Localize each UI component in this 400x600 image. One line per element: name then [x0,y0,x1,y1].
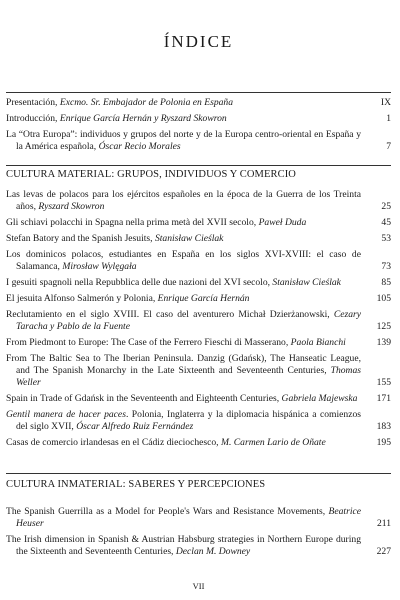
toc-entry-page: 25 [381,201,391,212]
toc-entry [6,506,391,530]
toc-entry-title [6,249,391,273]
toc-entry-page: 155 [376,377,391,388]
toc-entry [6,189,391,213]
toc-entry-author: M. Carmen Lario de Oñate [220,437,326,448]
toc-entry-author: Enrique García Hernán y Ryszard Skowron [59,113,227,124]
toc-entry-text: Stefan Batory and the Spanish Jesuits, [6,233,155,244]
toc-entry-page: 139 [376,337,391,348]
toc-entry-text: Spain in Trade of Gdańsk in the Seventeenth and Eighteenth Centuries, [6,393,282,404]
toc-entry-page: 125 [376,321,391,332]
toc-entry-title [6,233,391,245]
toc-entry [6,309,391,333]
toc-entry-text: I gesuiti spagnoli nella Repubblica delle due nazioni del XVI secolo, [6,277,273,288]
section1-rule [6,165,391,166]
toc-entry-title [6,409,391,433]
front-matter-list [6,97,391,157]
toc-entry-title [6,309,391,333]
section1-heading: CULTURA MATERIAL: GRUPOS, INDIVIDUOS Y COMERCIO [6,169,296,180]
toc-entry-author: Óscar Recio Morales [98,141,181,152]
toc-entry [6,277,391,289]
toc-entry-author: Ryszard Skowron [38,201,105,212]
toc-entry-page: 211 [376,518,391,529]
toc-entry-page: 45 [381,217,391,228]
toc-entry-page: 195 [376,437,391,448]
index-page [6,0,391,600]
toc-entry-text: Los dominicos polacos, estudiantes en España en los siglos XVI-XVIII: el caso de Salamanca, [6,249,361,272]
toc-entry-author: Stanisław Cieślak [154,233,224,244]
toc-entry-text: From The Baltic Sea to The Iberian Peninsula. Danzig (Gdańsk), The Hanseatic League, and The Spanish Monarchy in the Late Sixteenth and Seventeenth Centuries, [6,353,361,376]
toc-entry [6,97,391,109]
toc-entry-text: . Polonia, Inglaterra y la diplomacia hispánica a comienzos del siglo XVII, [16,409,361,432]
toc-entry [6,129,391,153]
toc-entry [6,534,391,558]
toc-entry-page: 105 [376,293,391,304]
toc-entry-author: Thomas Weller [16,365,361,388]
toc-entry-text: Las levas de polacos para los ejércitos españoles en la época de la Guerra de los Treinta años, [6,189,361,212]
toc-entry-text: Presentación, [6,97,60,108]
toc-entry-text: The Spanish Guerrilla as a Model for People's Wars and Resistance Movements, [6,506,329,517]
section2-heading: CULTURA INMATERIAL: SABERES Y PERCEPCIONES [6,479,266,490]
toc-entry-title [6,189,391,213]
page-number: VII [192,581,205,591]
toc-entry-page: 227 [376,546,391,557]
toc-entry-page: 53 [381,233,391,244]
toc-entry [6,113,391,125]
toc-entry-author: Declan M. Downey [175,546,251,557]
section2-list [6,506,391,562]
toc-entry-title [6,277,391,289]
toc-entry-author: Beatrice Heuser [16,506,361,529]
toc-entry-author: Óscar Alfredo Ruiz Fernández [76,421,194,432]
toc-entry-page: IX [380,97,391,108]
toc-entry [6,217,391,229]
toc-entry-text: Casas de comercio irlandesas en el Cádiz dieciochesco, [6,437,221,448]
toc-entry-title [6,217,391,229]
toc-entry-text: El jesuita Alfonso Salmerón y Polonia, [6,293,158,304]
section2-rule [6,473,391,474]
toc-entry-author: Excmo. Sr. Embajador de Polonia en España [59,97,234,108]
toc-entry-title [6,337,391,349]
toc-entry-author: Stanisław Cieślak [272,277,341,288]
top-rule [6,92,391,93]
toc-entry [6,409,391,433]
toc-entry-text: Introducción, [6,113,60,124]
toc-entry-title [6,353,391,389]
toc-entry-author: Cezary Taracha y Pablo de la Fuente [16,309,361,332]
toc-entry [6,353,391,389]
toc-entry [6,437,391,449]
toc-entry [6,393,391,405]
toc-entry-page: 171 [376,393,391,404]
toc-entry-text: Gli schiavi polacchi in Spagna nella prima metà del XVII secolo, [6,217,259,228]
toc-entry [6,249,391,273]
toc-entry-page: 1 [386,113,391,124]
toc-entry-title [6,393,391,405]
toc-entry-author: Gabriela Majewska [281,393,358,404]
toc-entry-text: La “Otra Europa”: individuos y grupos del norte y de la Europa centro-oriental en España y la América española, [6,129,361,152]
toc-entry-lead: Gentil manera de hacer paces [6,409,126,420]
toc-entry [6,337,391,349]
toc-entry-author: Paola Bianchi [290,337,346,348]
toc-entry-title [6,534,391,558]
toc-entry-text: From Piedmont to Europe: The Case of the Ferrero Fieschi di Masserano, [6,337,291,348]
toc-entry-title [6,293,391,305]
section1-list [6,189,391,453]
toc-entry-title [6,113,391,125]
toc-entry-page: 85 [381,277,391,288]
toc-entry-page: 7 [386,141,391,152]
toc-entry-title [6,97,391,109]
toc-entry-author: Paweł Duda [258,217,307,228]
toc-entry [6,293,391,305]
toc-entry-text: Reclutamiento en el siglo XVIII. El caso del aventurero Michał Dzierżanowski, [6,309,334,320]
toc-entry-page: 73 [381,261,391,272]
toc-entry [6,233,391,245]
toc-entry-author: Enrique García Hernán [157,293,250,304]
page-title: ÍNDICE [163,32,234,51]
toc-entry-title [6,506,391,530]
toc-entry-title [6,437,391,449]
toc-entry-title [6,129,391,153]
toc-entry-text: The Irish dimension in Spanish & Austrian Habsburg strategies in Northern Europe during the Sixteenth and Seventeenth Centuries, [6,534,361,557]
toc-entry-author: Mirosław Wylęgała [62,261,137,272]
toc-entry-page: 183 [376,421,391,432]
